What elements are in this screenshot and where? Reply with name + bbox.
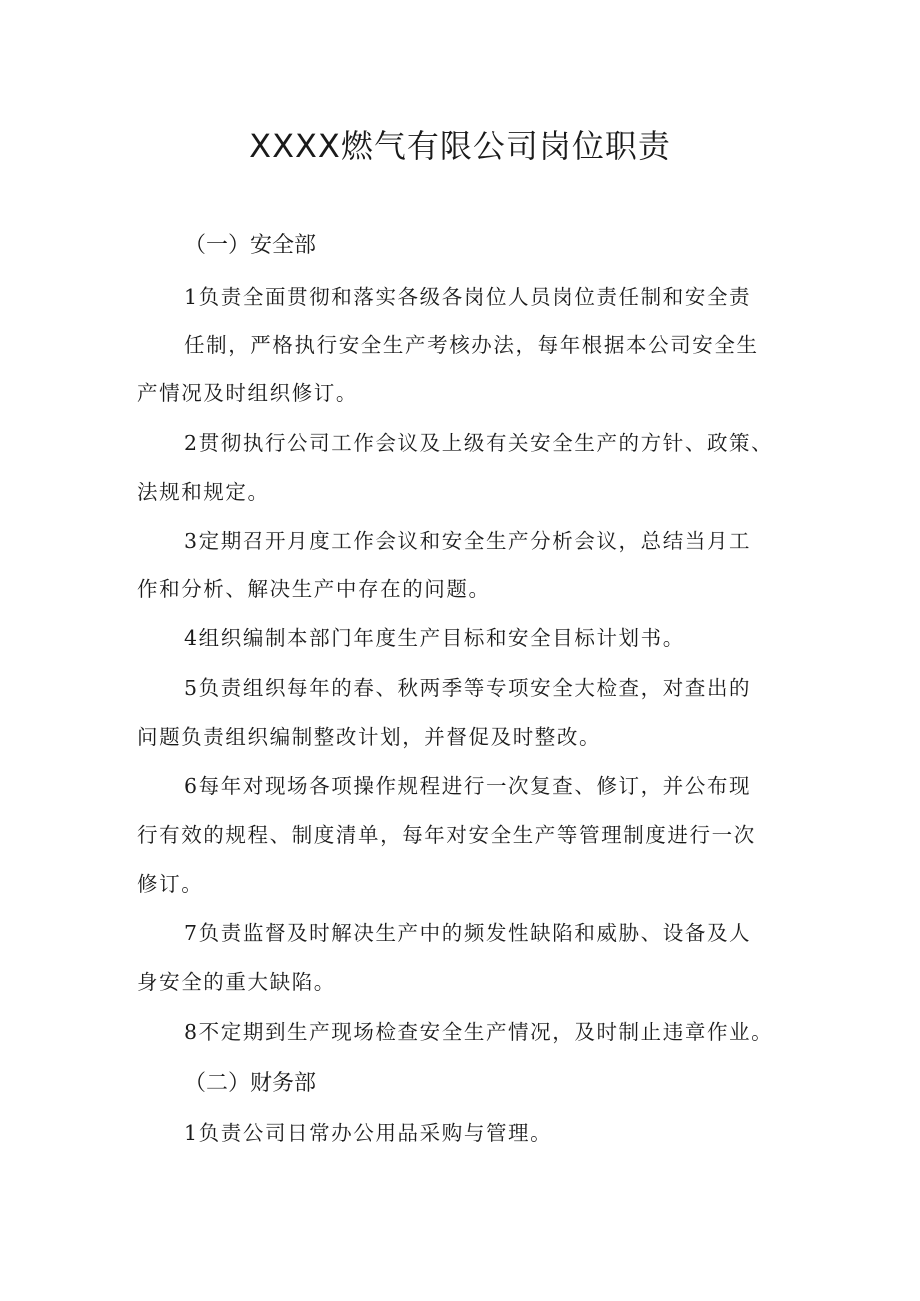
paragraph-line: 法规和规定。 [137, 480, 270, 504]
paragraph-line: 修订。 [137, 872, 204, 896]
paragraph-line: 3定期召开月度工作会议和安全生产分析会议，总结当月工 [184, 529, 752, 553]
paragraph-line: 行有效的规程、制度清单，每年对安全生产等管理制度进行一次 [137, 823, 756, 847]
paragraph-line: 作和分析、解决生产中存在的问题。 [137, 577, 491, 601]
paragraph-line: 产情况及时组织修订。 [137, 381, 358, 405]
section-heading-finance: （二）财务部 [184, 1071, 317, 1096]
section-heading-safety: （一）安全部 [184, 233, 317, 258]
document-title: XXXX燃气有限公司岗位职责 [249, 127, 671, 165]
paragraph-line: 任制，严格执行安全生产考核办法，每年根据本公司安全生 [184, 333, 759, 357]
paragraph-line: 4组织编制本部门年度生产目标和安全目标计划书。 [184, 626, 685, 650]
paragraph-line: 7负责监督及时解决生产中的频发性缺陷和威胁、设备及人 [184, 921, 752, 945]
paragraph-line: 1负责公司日常办公用品采购与管理。 [184, 1121, 553, 1145]
paragraph-line: 8不定期到生产现场检查安全生产情况，及时制止违章作业。 [184, 1020, 774, 1044]
paragraph-line: 问题负责组织编制整改计划，并督促及时整改。 [137, 725, 602, 749]
paragraph-line: 身安全的重大缺陷。 [137, 970, 336, 994]
paragraph-line: 2贯彻执行公司工作会议及上级有关安全生产的方针、政策、 [184, 431, 774, 455]
paragraph-line: 1负责全面贯彻和落实各级各岗位人员岗位责任制和安全责 [184, 285, 752, 309]
paragraph-line: 6每年对现场各项操作规程进行一次复查、修订，并公布现 [184, 774, 752, 798]
paragraph-line: 5负责组织每年的春、秋两季等专项安全大检查，对查出的 [184, 676, 752, 700]
